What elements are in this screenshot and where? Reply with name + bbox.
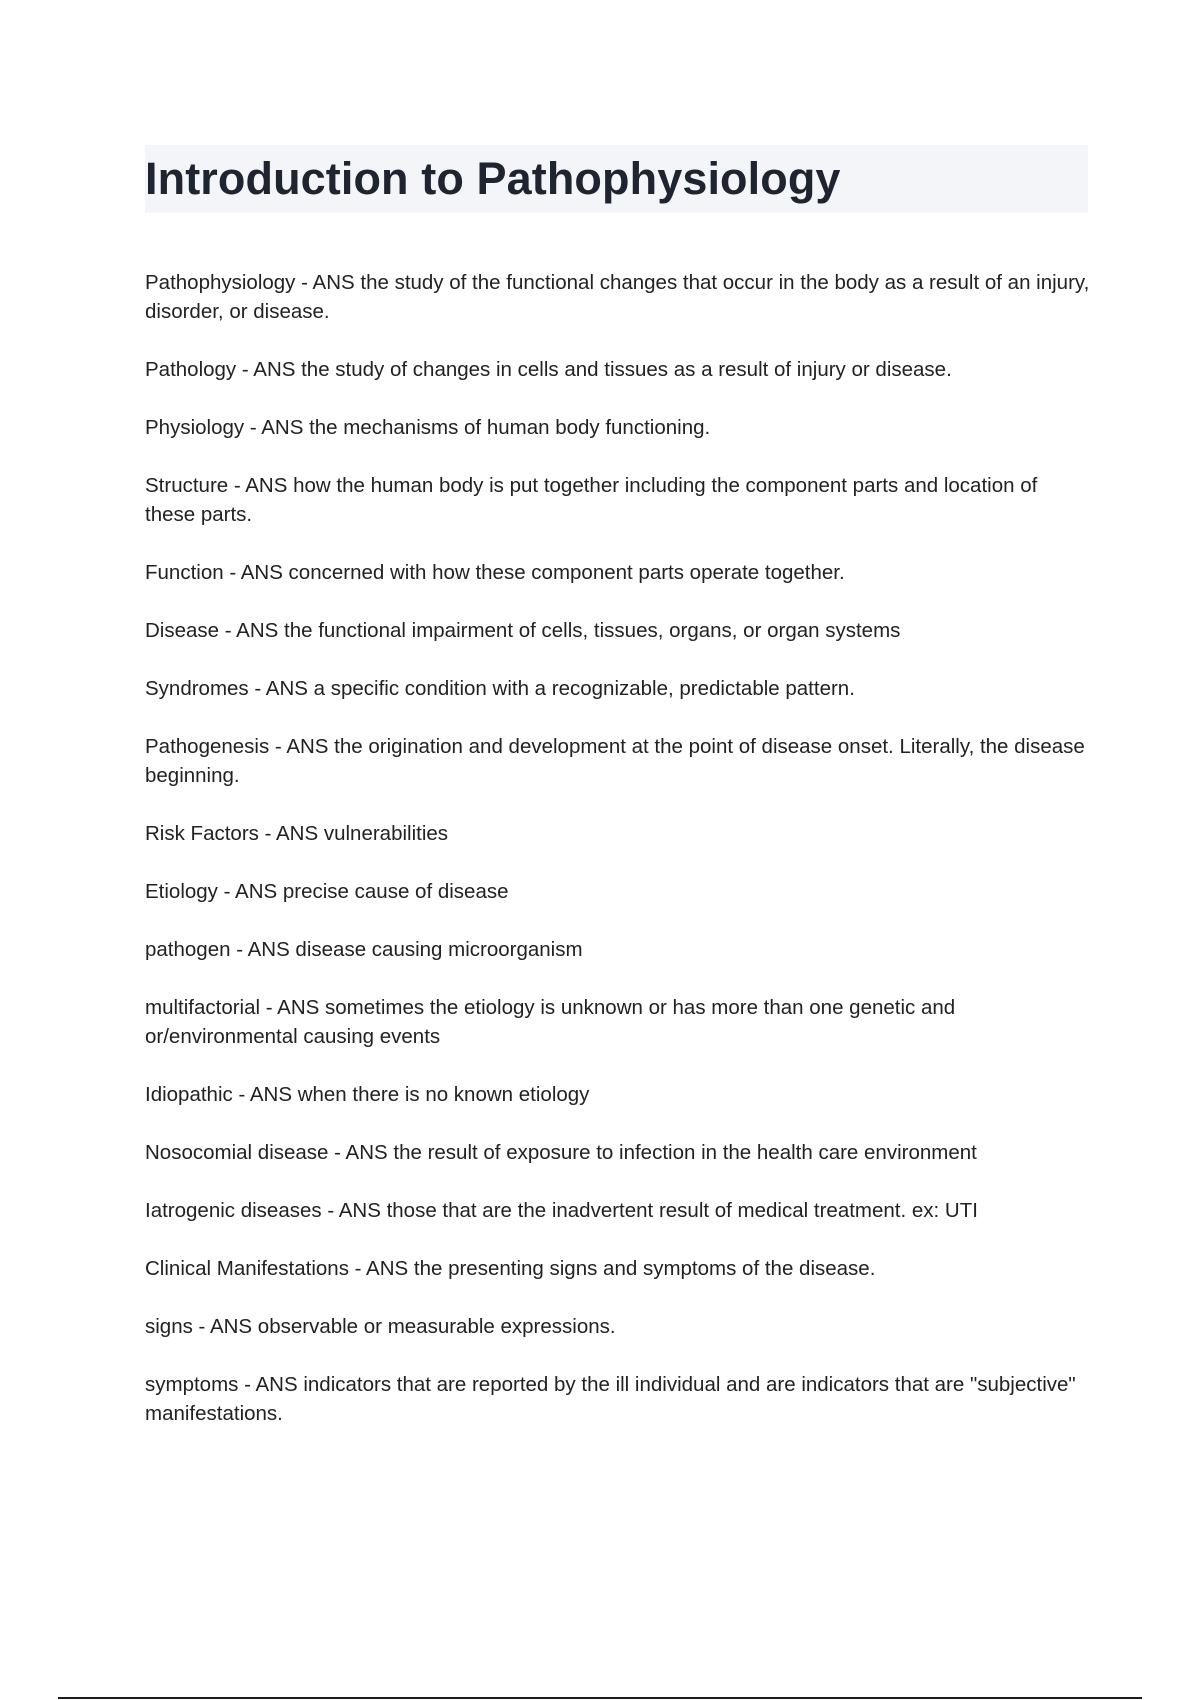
page-title: Introduction to Pathophysiology xyxy=(145,153,841,204)
definition-entry: Etiology - ANS precise cause of disease xyxy=(145,880,509,903)
definition-entry: Nosocomial disease - ANS the result of exposure to infection in the health care environment xyxy=(145,1141,977,1164)
definition-entry: multifactorial - ANS sometimes the etiology is unknown or has more than one genetic and or/environmental causing events xyxy=(145,996,956,1048)
definition-entry: Pathophysiology - ANS the study of the functional changes that occur in the body as a result of an injury, disorder, or disease. xyxy=(145,271,1090,323)
footer-divider xyxy=(58,1697,1142,1699)
definition-entry: Iatrogenic diseases - ANS those that are the inadvertent result of medical treatment. ex: UTI xyxy=(145,1199,978,1222)
definition-list xyxy=(145,268,1090,1457)
definition-entry: signs - ANS observable or measurable expressions. xyxy=(145,1315,616,1338)
definition-entry: Syndromes - ANS a specific condition with a recognizable, predictable pattern. xyxy=(145,677,855,700)
definition-entry: Physiology - ANS the mechanisms of human body functioning. xyxy=(145,416,711,439)
definition-entry: Idiopathic - ANS when there is no known etiology xyxy=(145,1083,590,1106)
definition-entry: Structure - ANS how the human body is put together including the component parts and location of these parts. xyxy=(145,474,1038,526)
definition-entry: Disease - ANS the functional impairment of cells, tissues, organs, or organ systems xyxy=(145,619,901,642)
definition-entry: Clinical Manifestations - ANS the presenting signs and symptoms of the disease. xyxy=(145,1257,876,1280)
definition-entry: symptoms - ANS indicators that are reported by the ill individual and are indicators that are "subjective" manifestations. xyxy=(145,1373,1076,1425)
definition-entry: pathogen - ANS disease causing microorganism xyxy=(145,938,583,961)
definition-entry: Pathology - ANS the study of changes in cells and tissues as a result of injury or disease. xyxy=(145,358,952,381)
definition-entry: Risk Factors - ANS vulnerabilities xyxy=(145,822,449,845)
definition-entry: Function - ANS concerned with how these component parts operate together. xyxy=(145,561,845,584)
definition-entry: Pathogenesis - ANS the origination and development at the point of disease onset. Literally, the disease beginning. xyxy=(145,735,1085,787)
